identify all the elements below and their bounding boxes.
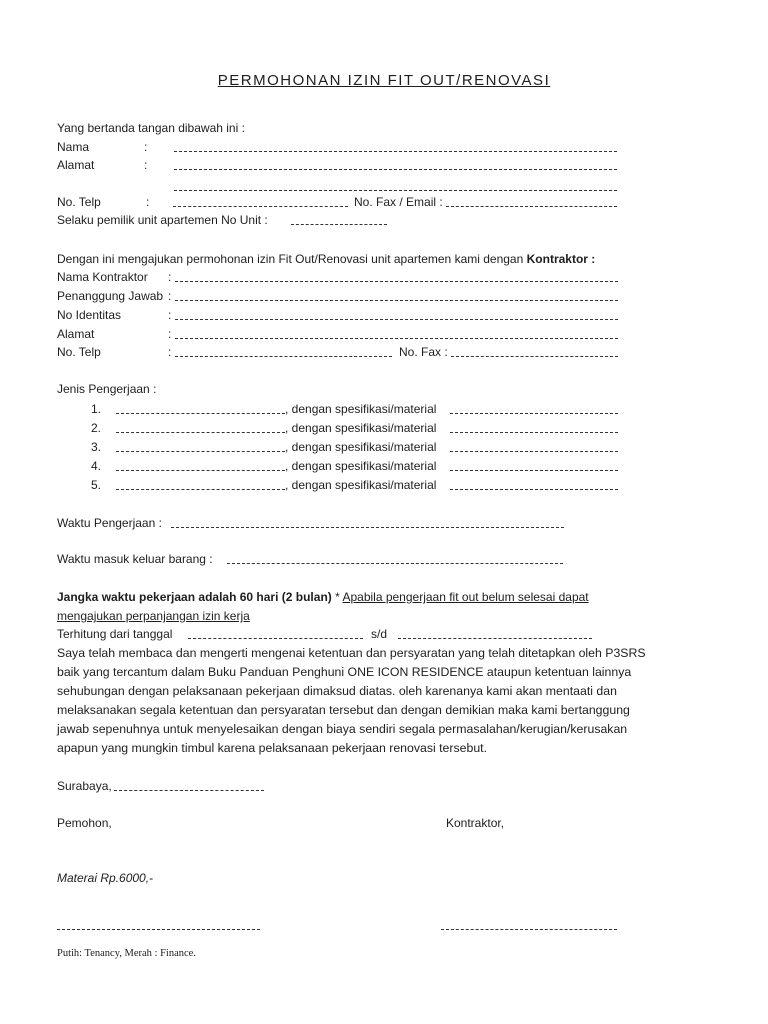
footer-row (0, 945, 768, 963)
colon: : (146, 195, 150, 209)
name-label: Nama (57, 140, 90, 154)
work-item-row (0, 419, 768, 437)
spec-field[interactable] (450, 451, 618, 452)
statement-line: baik yang tercantum dalam Buku Panduan Penghuni ONE ICON RESIDENCE ataupun ketentuan lainnya (57, 665, 632, 679)
owner-address-row (0, 156, 768, 174)
contractor-sign-label: Kontraktor, (446, 816, 505, 830)
colon: : (168, 289, 172, 303)
asterisk: * (331, 590, 343, 604)
time-label: Waktu Pengerjaan : (57, 516, 162, 530)
contractor-name-field[interactable] (175, 281, 618, 282)
spec-field[interactable] (450, 489, 618, 490)
id-field[interactable] (175, 319, 618, 320)
from-date-field[interactable] (188, 638, 363, 639)
duration-text (57, 588, 589, 606)
id-label: No Identitas (57, 308, 122, 322)
duration-bold: Jangka waktu pekerjaan adalah 60 hari (2 bulan) (57, 590, 332, 604)
statement-line: melaksanakan segala ketentuan dan persyaratan tersebut dan dengan demikian maka kami bertanggung (57, 703, 630, 717)
intro-text: Dengan ini mengajukan permohonan izin Fit Out/Renovasi unit apartemen kami dengan (57, 252, 524, 266)
work-item-row (0, 400, 768, 418)
contractor-pic-row (0, 287, 768, 305)
date-field[interactable] (114, 790, 264, 791)
owner-intro: Yang bertanda tangan dibawah ini : (57, 121, 245, 135)
unit-label: Selaku pemilik unit apartemen No Unit : (57, 213, 268, 227)
colon: : (168, 327, 172, 341)
colon: : (168, 345, 172, 359)
work-item-field[interactable] (116, 489, 285, 490)
colon: : (168, 308, 172, 322)
stamp-label: Materai Rp.6000,- (57, 871, 154, 885)
contractor-name-row (0, 268, 768, 286)
contractor-phone-label: No. Telp (57, 345, 101, 359)
phone-field[interactable] (173, 206, 348, 207)
contractor-signature-field[interactable] (441, 929, 617, 930)
spec-label: , dengan spesifikasi/material (285, 459, 437, 473)
address-field-2[interactable] (174, 190, 617, 191)
work-item-number: 4. (91, 459, 102, 473)
work-label-row (0, 380, 768, 398)
contractor-fax-label: No. Fax : (399, 345, 448, 359)
contractor-address-label: Alamat (57, 327, 95, 341)
owner-unit-row (0, 211, 768, 229)
statement-line: jawab sepenuhnya untuk menyelesaikan dengan biaya sendiri segala permasalahan/kerugian/kerusakan (57, 722, 628, 736)
intro-bold: Kontraktor : (526, 252, 596, 266)
contractor-id-row (0, 306, 768, 324)
to-date-field[interactable] (398, 638, 592, 639)
spec-label: , dengan spesifikasi/material (285, 421, 437, 435)
work-label: Jenis Pengerjaan : (57, 382, 157, 396)
goods-row (0, 550, 768, 568)
work-item-field[interactable] (116, 451, 285, 452)
work-item-number: 5. (91, 478, 102, 492)
applicant-signature-field[interactable] (57, 929, 260, 930)
city-date-row (0, 777, 768, 795)
signatory-row (0, 814, 768, 832)
duration-note-2: mengajukan perpanjangan izin kerja (57, 609, 250, 623)
unit-field[interactable] (291, 224, 387, 225)
fax-email-label: No. Fax / Email : (354, 195, 443, 209)
work-item-field[interactable] (116, 413, 285, 414)
work-item-number: 3. (91, 440, 102, 454)
work-item-row (0, 476, 768, 494)
address-field[interactable] (174, 169, 617, 170)
statement-line: apapun yang mungkin timbul karena pelaksanaan pekerjaan renovasi tersebut. (57, 741, 487, 755)
from-label: Terhitung dari tanggal (57, 627, 173, 641)
contractor-fax-field[interactable] (451, 356, 618, 357)
statement-line: Saya telah membaca dan mengerti mengenai ketentuan dan persyaratan yang telah ditetapkan oleh P3SRS (57, 646, 646, 660)
name-field[interactable] (174, 151, 617, 152)
spec-field[interactable] (450, 432, 618, 433)
contractor-phone-field[interactable] (175, 356, 392, 357)
spec-label: , dengan spesifikasi/material (285, 478, 437, 492)
owner-name-row (0, 138, 768, 156)
colon: : (144, 140, 148, 154)
spec-label: , dengan spesifikasi/material (285, 440, 437, 454)
owner-phone-row (0, 193, 768, 211)
statement-line: sehubungan dengan pelaksanaan pekerjaan dimaksud diatas. oleh karenanya kami akan mentaati dan (57, 684, 617, 698)
colon: : (168, 270, 172, 284)
contractor-intro-row (0, 250, 768, 268)
pic-field[interactable] (175, 300, 618, 301)
duration-note: Apabila pengerjaan fit out belum selesai dapat (342, 590, 589, 604)
contractor-name-label: Nama Kontraktor (57, 270, 148, 284)
work-item-number: 1. (91, 402, 102, 416)
city-label: Surabaya, (57, 779, 112, 793)
work-item-field[interactable] (116, 432, 285, 433)
goods-label: Waktu masuk keluar barang : (57, 552, 213, 566)
duration-row (0, 588, 768, 606)
work-item-number: 2. (91, 421, 102, 435)
spec-field[interactable] (450, 413, 618, 414)
spec-label: , dengan spesifikasi/material (285, 402, 437, 416)
statement-paragraph (57, 644, 646, 758)
work-item-field[interactable] (116, 470, 285, 471)
date-range-row (0, 625, 768, 643)
to-label: s/d (371, 627, 388, 641)
stamp-row (0, 869, 768, 887)
work-item-row (0, 457, 768, 475)
goods-field[interactable] (227, 563, 563, 564)
contractor-address-row (0, 325, 768, 343)
signature-lines-row (0, 916, 768, 934)
contractor-intro (57, 250, 595, 268)
address-label: Alamat (57, 158, 95, 172)
contractor-phone-row (0, 343, 768, 361)
spec-field[interactable] (450, 470, 618, 471)
work-item-row (0, 438, 768, 456)
phone-label: No. Telp (57, 195, 101, 209)
contractor-address-field[interactable] (175, 338, 618, 339)
document-title: PERMOHONAN IZIN FIT OUT/RENOVASI (217, 72, 551, 89)
applicant-label: Pemohon, (57, 816, 112, 830)
footer-note: Putih: Tenancy, Merah : Finance. (57, 948, 196, 959)
time-field[interactable] (171, 527, 564, 528)
pic-label: Penanggung Jawab (57, 289, 164, 303)
duration-row-2 (0, 607, 768, 625)
owner-intro-row (0, 119, 768, 137)
colon: : (144, 158, 148, 172)
fax-email-field[interactable] (446, 206, 617, 207)
time-row (0, 514, 768, 532)
